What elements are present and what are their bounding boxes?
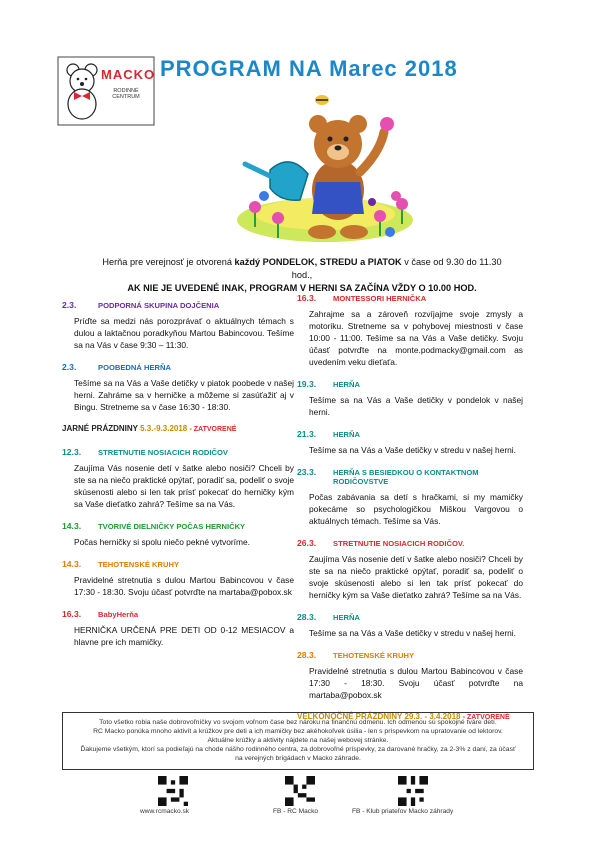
bear-with-watering-can-icon — [230, 92, 420, 252]
event-name: STRETNUTIE NOSIACICH RODIČOV — [98, 448, 228, 457]
program-right-column — [297, 293, 523, 732]
event-date: 2.3. — [62, 362, 77, 372]
event-name: TEHOTENSKÉ KRUHY — [333, 651, 415, 660]
event-date: 28.3. — [297, 612, 317, 622]
qr-code-fb-rc-macko[interactable] — [273, 776, 319, 815]
event-text: Počas herničky si spolu niečo pekné vytvoríme. — [74, 537, 250, 547]
event-text: Tešíme sa na Vás a Vaše detičky v stredu v našej herni. — [309, 628, 516, 638]
event-item — [297, 379, 523, 418]
event-item — [62, 609, 294, 648]
event-item — [297, 612, 523, 639]
spring-holiday-dates: 5.3.-9.3.2018 — [140, 424, 188, 433]
event-item — [62, 521, 294, 548]
intro-line-1-days: každý PONDELOK, STREDU a PIATOK — [234, 257, 402, 267]
event-item — [297, 293, 523, 368]
intro-line-1-post: v čase od 9.30 do 11.30 hod., — [291, 257, 502, 280]
event-text: HERNIČKA URČENÁ PRE DETI OD 0-12 MESIACOV a hlavne pre ich mamičky. — [74, 625, 294, 647]
event-date: 14.3. — [62, 521, 82, 531]
event-name: BabyHerňa — [98, 610, 139, 619]
event-item — [297, 467, 523, 527]
event-date: 16.3. — [297, 293, 317, 303]
event-item — [62, 362, 294, 413]
event-date: 16.3. — [62, 609, 82, 619]
event-text: Zaujíma Vás nosenie detí v šatke alebo nosiči? Chceli by ste sa na niečo praktické opýtať, poradiť sa, podeliť o svoje skúsenosti alebo si len tak prísť pokecať do herničky kým sa Vaše dieťatko zahrá? Tešíme sa na Vás. — [309, 554, 523, 600]
event-name: HERŇA S BESIEDKOU O KONTAKTNOM RODIČOVSTVE — [333, 468, 479, 486]
qr-code-website[interactable] — [140, 776, 190, 815]
event-name: HERŇA — [333, 380, 361, 389]
qr-code-fb-klub[interactable] — [352, 776, 454, 815]
event-item — [62, 300, 294, 351]
program-left-column — [62, 300, 294, 659]
event-item — [297, 650, 523, 701]
spring-holiday-label: JARNÉ PRÁZDNINY — [62, 424, 138, 433]
qr-label-fb-rc-macko: FB - RC Macko — [273, 808, 319, 815]
event-date: 2.3. — [62, 300, 77, 310]
event-text: Tešíme sa na Vás a Vaše detičky v pondelok v našej herni. — [309, 395, 523, 417]
footer-note — [62, 712, 534, 770]
event-text: Zaujíma Vás nosenie detí v šatke alebo nosiči? Chceli by ste sa na niečo praktické opýtať, poradiť sa, podeliť o svoje skúsenosti alebo si len tak prísť pokecať do herničky kým sa Vaše dieťatko zahrá? Tešíme sa na Vás. — [74, 463, 294, 509]
event-item — [62, 447, 294, 510]
easter-holiday-closed: - ZATVORENÉ — [462, 714, 510, 721]
logo-brand: MACKO — [101, 67, 156, 82]
event-date: 14.3. — [62, 559, 82, 569]
event-name: STRETNUTIE NOSIACICH RODIČOV. — [333, 539, 465, 548]
event-name: TVORIVÉ DIELNIČKY POČAS HERNIČKY — [98, 522, 246, 531]
event-name: POOBEDNÁ HERŇA — [98, 363, 171, 372]
spring-holiday-closed: - ZATVORENÉ — [189, 426, 237, 433]
event-date: 28.3. — [297, 650, 317, 660]
intro-line-2: AK NIE JE UVEDENÉ INAK, PROGRAM V HERNI SA ZAČÍNA VŽDY O 10.00 HOD. — [127, 283, 477, 293]
intro-line-1-pre: Herňa pre verejnosť je otvorená — [102, 257, 232, 267]
event-text: Počas zabávania sa detí s hračkami, si my mamičky pokecáme so psychologičkou Miškou Vargovou o aktuálnych témach. Tešíme sa Vás. — [309, 492, 523, 526]
logo-subtitle: RODINNÉ CENTRUM — [112, 88, 140, 100]
qr-label-fb-klub: FB - Klub priateľov Macko záhrady — [352, 808, 454, 815]
qr-code-icon — [158, 776, 188, 806]
event-name: MONTESSORI HERNIČKA — [333, 294, 427, 303]
footer-line: na verejných brigádach v Macko záhrade. — [235, 755, 361, 762]
footer-line: Ďakujeme všetkým, ktorí sa podieľajú na chode nášho rodinného centra, za dobrovoľné príspevky, za darované hračky, za 2-3% z daní, za účasť — [80, 746, 516, 753]
event-text: Tešíme sa na Vás a Vaše detičky v stredu v našej herni. — [309, 445, 516, 455]
event-text: Tešíme sa na Vás a Vaše detičky v piatok poobede v našej herni. Zahráme sa v herničke a môžeme si zasúťažiť aj v Bingu. Stretneme sa v čase 16:30 - 18:30. — [74, 378, 294, 412]
teddy-watering-flowers-illustration — [230, 92, 420, 252]
spring-holiday-notice — [62, 424, 294, 433]
event-date: 23.3. — [297, 467, 317, 477]
event-text: Pravidelné stretnutia s dulou Martou Babincovou v čase 17:30 - 18:30. Svoju účasť potvrďte na martaba@pobox.sk — [309, 666, 523, 700]
footer-line: Toto všetko robia naše dobrovoľníčky vo svojom voľnom čase bez nároku na finančnú odmenu. Ich odmenou sú spokojné tváre detí. — [99, 719, 497, 726]
qr-code-icon — [285, 776, 315, 806]
event-item — [297, 429, 523, 456]
qr-label-website: www.rcmacko.sk — [140, 808, 190, 815]
event-item — [297, 538, 523, 601]
event-date: 12.3. — [62, 447, 82, 457]
event-name: PODPORNÁ SKUPINA DOJČENIA — [98, 301, 220, 310]
easter-holiday-dates: 29.3. - 3.4.2018 — [404, 712, 461, 721]
page-title: PROGRAM NA Marec 2018 — [160, 56, 458, 81]
event-item — [62, 559, 294, 598]
event-date: 19.3. — [297, 379, 317, 389]
event-text: Príďte sa medzi nás porozprávať o aktuálnych témach s dulou a laktačnou poradkyňou Martou Babincovou. Tešíme sa na Vás v čase 9:30 – 11:30. — [74, 316, 294, 350]
event-name: HERŇA — [333, 613, 361, 622]
qr-code-icon — [398, 776, 428, 806]
event-name: TEHOTENSKÉ KRUHY — [98, 560, 180, 569]
event-text: Pravidelné stretnutia s dulou Martou Babincovou v čase 17:30 - 18:30. Svoju účasť potvrďte na martaba@pobox.sk — [74, 575, 294, 597]
event-name: HERŇA — [333, 430, 361, 439]
event-text: Zahrajme sa a zároveň rozvíjajme svoje zmysly a motoriku. Stretneme sa v pohybovej miestnosti v čase 10:00 - 11:00. Tešíme sa na Vás a Vaše detičky. Svoju účasť potvrďte na monte.podmacky@gmail.com as uvedením veku dieťaťa. — [309, 309, 523, 367]
opening-hours-intro — [92, 256, 512, 295]
macko-logo — [57, 56, 155, 126]
footer-line: RC Macko ponúka mnoho aktivít a krúžkov pre deti a ich mamičky bez akéhokoľvek úsilia - len s príspevkom na upratovanie od lektorov. — [93, 728, 503, 735]
intro-line-1 — [92, 256, 512, 282]
footer-line: Aktuálne krúžky a aktivity nájdete na našej webovej stránke. — [207, 737, 389, 744]
event-date: 26.3. — [297, 538, 317, 548]
event-date: 21.3. — [297, 429, 317, 439]
easter-holiday-label: VEĽKONOČNÉ PRÁZDNINY — [297, 712, 403, 721]
